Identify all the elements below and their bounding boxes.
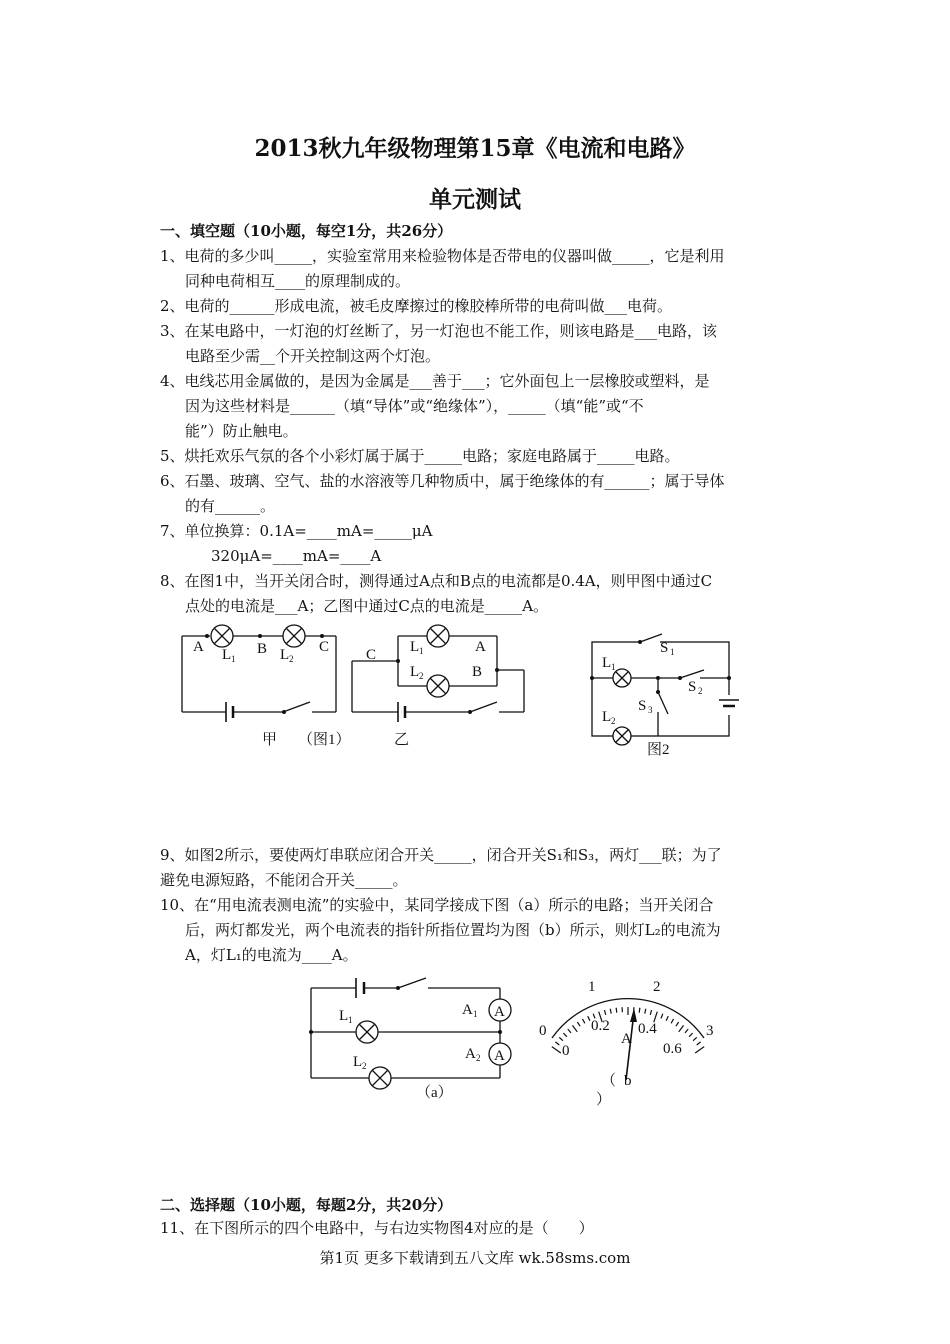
section2-heading: 二、选择题（10小题，每题2分，共20分） [160, 1196, 453, 1214]
label-sub: 2 [419, 671, 424, 681]
dial-tick [572, 1025, 577, 1031]
dial-tick [639, 1008, 640, 1013]
figure-b-caption: b [624, 1073, 632, 1089]
label-jia: 甲 [262, 732, 278, 748]
question-line: 3、在某电路中，一灯泡的灯丝断了，另一灯泡也不能工作，则该电路是___电路，该 [160, 322, 718, 340]
question-line: 8、在图1中，当开关闭合时，测得通过A点和B点的电流都是0.4A，则甲图中通过C [160, 572, 713, 590]
question-line: 1、电荷的多少叫_____，实验室常用来检验物体是否带电的仪器叫做_____，它是利用 [160, 247, 725, 265]
label-sub: 1 [231, 654, 236, 664]
dial-tick [616, 1008, 617, 1013]
circuit-a [311, 978, 511, 1089]
label-L: L [410, 664, 420, 680]
label-sub: 1 [473, 1009, 478, 1019]
dial-tick [588, 1016, 590, 1021]
question-line: A，灯L₁的电流为____A。 [185, 946, 358, 964]
question-line: 4、电线芯用金属做的，是因为金属是___善于___；它外面包上一层橡胶或塑料，是 [160, 372, 710, 390]
question-line: 能”）防止触电。 [185, 422, 298, 440]
figure-a-caption: （a） [416, 1085, 453, 1101]
dial-tick [577, 1022, 580, 1026]
dial-tick [582, 1019, 584, 1023]
label-A: A [475, 639, 486, 655]
label-sub: 2 [698, 686, 703, 696]
question-line: 同种电荷相互____的原理制成的。 [185, 272, 411, 290]
page-footer: 第1页 更多下载请到五八文库 wk.58sms.com [319, 1249, 631, 1267]
label-C: C [366, 647, 377, 663]
dial-label: 0.4 [638, 1021, 657, 1037]
dial-tick [685, 1029, 688, 1033]
question-line: 电路至少需__个开关控制这两个灯泡。 [185, 347, 441, 365]
dial-tick [610, 1009, 611, 1014]
label-sub: 3 [648, 705, 653, 715]
label-S: S [638, 698, 647, 714]
label-A: A [193, 639, 204, 655]
label-sub: 2 [289, 654, 294, 664]
label-L: L [410, 639, 420, 655]
label-L: L [222, 647, 232, 663]
dial-tick [568, 1029, 571, 1033]
label-S: S [660, 640, 669, 656]
question-line: 6、石墨、玻璃、空气、盐的水溶液等几种物质中，属于绝缘体的有______；属于导体 [160, 472, 725, 490]
dial-tick [693, 1037, 697, 1040]
dial-tick [650, 1010, 651, 1015]
dial-tick [666, 1016, 668, 1021]
label-A: A [462, 1002, 473, 1018]
question-line: 2、电荷的______形成电流，被毛皮摩擦过的橡胶棒所带的电荷叫做___电荷。 [160, 297, 673, 315]
question-line: 5、烘托欢乐气氛的各个小彩灯属于属于_____电路；家庭电路属于_____电路。 [160, 447, 680, 465]
label-A: A [465, 1046, 476, 1062]
question-line: 9、如图2所示，要使两灯串联应闭合开关_____，闭合开关S₁和S₃，两灯___联；为了 [160, 846, 722, 864]
question-line: 点处的电流是___A；乙图中通过C点的电流是_____A。 [185, 597, 549, 615]
dial-tick [559, 1037, 563, 1040]
document-subtitle: 单元测试 [429, 186, 521, 213]
question-line: 10、在“用电流表测电流”的实验中，某同学接成下图（a）所示的电路；当开关闭合 [160, 896, 714, 914]
dial-tick [676, 1022, 679, 1026]
dial-tick [555, 1042, 559, 1045]
dial-tick [671, 1019, 673, 1023]
label-L: L [353, 1054, 363, 1070]
label-sub: 2 [476, 1053, 481, 1063]
label-sub: 2 [611, 716, 616, 726]
document-title: 2013秋九年级物理第15章《电流和电路》 [254, 135, 696, 162]
figure2-caption: 图2 [647, 742, 670, 758]
label-L: L [602, 709, 612, 725]
label-L: L [602, 655, 612, 671]
dial-tick [552, 1047, 561, 1053]
ammeter1-symbol: A [494, 1004, 505, 1020]
dial-unit: A [621, 1031, 632, 1047]
dial-tick [695, 1047, 704, 1053]
dial-tick [697, 1042, 701, 1045]
label-sub: 2 [362, 1061, 367, 1071]
figure-b-caption-left: （ [601, 1073, 617, 1089]
dial-tick [661, 1014, 663, 1019]
label-S: S [688, 679, 697, 695]
dial-tick [679, 1025, 684, 1031]
label-sub: 1 [670, 647, 675, 657]
label-L: L [280, 647, 290, 663]
question-line: 后，两灯都发光，两个电流表的指针所指位置均为图（b）所示，则灯L₂的电流为 [185, 921, 721, 939]
dial-tick [645, 1009, 646, 1014]
dial-tick [563, 1033, 566, 1037]
label-yi: 乙 [394, 732, 410, 748]
dial-label: 2 [653, 979, 661, 995]
question-line: 7、单位换算：0.1A=____mA=_____μA [160, 522, 433, 540]
question-line: 320μA=____mA=____A [211, 547, 382, 565]
dial-label: 0.2 [591, 1018, 610, 1034]
ammeter2-symbol: A [494, 1048, 505, 1064]
figure1-caption: （图1） [298, 732, 351, 748]
label-B: B [472, 664, 483, 680]
dial-label: 3 [706, 1023, 714, 1039]
question-line: 的有______。 [185, 497, 276, 515]
label-B: B [257, 641, 268, 657]
dial-label: 0.6 [663, 1041, 682, 1057]
section1-heading: 一、填空题（10小题，每空1分，共26分） [160, 222, 453, 240]
dial-label: 1 [588, 979, 596, 995]
label-L: L [339, 1008, 349, 1024]
label-sub: 1 [419, 646, 424, 656]
figure-b-caption-right: ） [596, 1092, 612, 1108]
label-sub: 1 [348, 1015, 353, 1025]
dial-tick [604, 1010, 605, 1015]
question-line: 避免电源短路，不能闭合开关_____。 [160, 871, 408, 889]
dial-label: 0 [539, 1023, 547, 1039]
question-line: 因为这些材料是______（填“导体”或“绝缘体”），_____（填“能”或“不 [185, 397, 644, 415]
dial-label: 0 [562, 1043, 570, 1059]
question-line: 11、在下图所示的四个电路中，与右边实物图4对应的是（ ） [160, 1219, 594, 1237]
dial-tick [689, 1033, 692, 1037]
label-C: C [319, 639, 330, 655]
label-sub: 1 [611, 662, 616, 672]
